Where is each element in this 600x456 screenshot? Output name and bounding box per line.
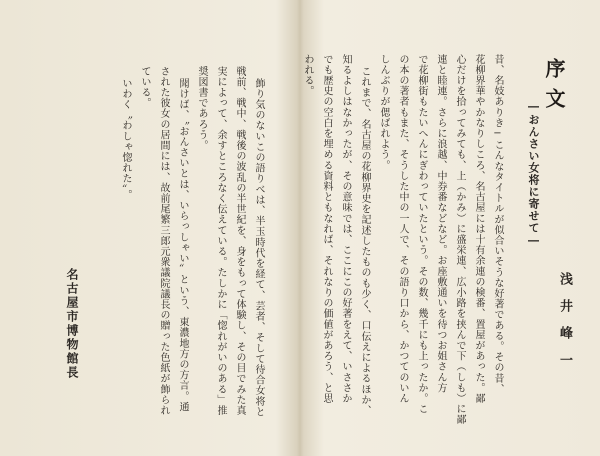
text-column: された彼女の居間には、故前尾繁三郎元衆議院議長の贈った色紙が飾られ <box>158 66 169 416</box>
signature: 名古屋市博物館長 <box>65 268 79 380</box>
text-column: でも歴史の空白を埋める資料ともなれば、それなりの価値があろう、と思 <box>321 54 332 404</box>
text-column: これまで、名古屋の花柳界史を記述したものも少く、口伝えによるほか、 <box>359 66 370 416</box>
text-column: 知るよしはなかったが、その意味では、ここにこの好著をえて、いささか <box>340 54 351 404</box>
right-page <box>302 0 600 456</box>
text-column: 心だけを拾ってみても、上（かみ）に盛栄連、広小路を挟んで下（しも）に鄙 <box>454 54 465 425</box>
text-column: 聞けば、〝おんさいとは、いらっしゃい〟という、東濃地方の方言。通 <box>177 78 188 413</box>
text-column: 奨図書であろう。 <box>196 66 207 151</box>
text-column: で花柳街もたいへんにぎわっていたという。その数、幾千にも上ったか。こ <box>416 54 427 415</box>
text-column: いわく〝わしゃ惚れた〟。 <box>120 78 131 201</box>
text-column: ている。 <box>139 66 150 109</box>
preface-title: 序文 <box>542 58 566 118</box>
text-column: 花柳界華やかなりしころ、名古屋には十有余連の検番、置屋があった。鄙 <box>473 54 484 404</box>
left-page <box>0 0 298 456</box>
text-column: 連と睦連。さらに浪越、中券番などなど。お座敷通いを待つお姐さん方 <box>435 54 446 394</box>
text-column: われる。 <box>302 54 313 97</box>
text-column: 実によって、余すところなく伝えている。たしかに「惚れがいのある」推 <box>215 66 226 416</box>
text-column: しんぶりが偲ばれよう。 <box>378 54 389 171</box>
author-name: 浅井峰一 <box>557 272 572 380</box>
text-column: 飾り気のないこの語りべは、半玉時代を経て、芸者、そして待合女将と <box>253 78 264 418</box>
text-column: の本の著者もまた、そうした中の一人で、その語り口から、かつてのいん <box>397 54 408 404</box>
text-column: 昔、名妓ありき−こんなタイトルが似合いそうな好著である。その昔、 <box>492 54 503 395</box>
preface-subtitle: ―おんさい女将に寄せて― <box>527 100 540 248</box>
text-column: 戦前、戦中、戦後の波乱の半世紀を、身をもって体験し、その目でみた真 <box>234 66 245 416</box>
